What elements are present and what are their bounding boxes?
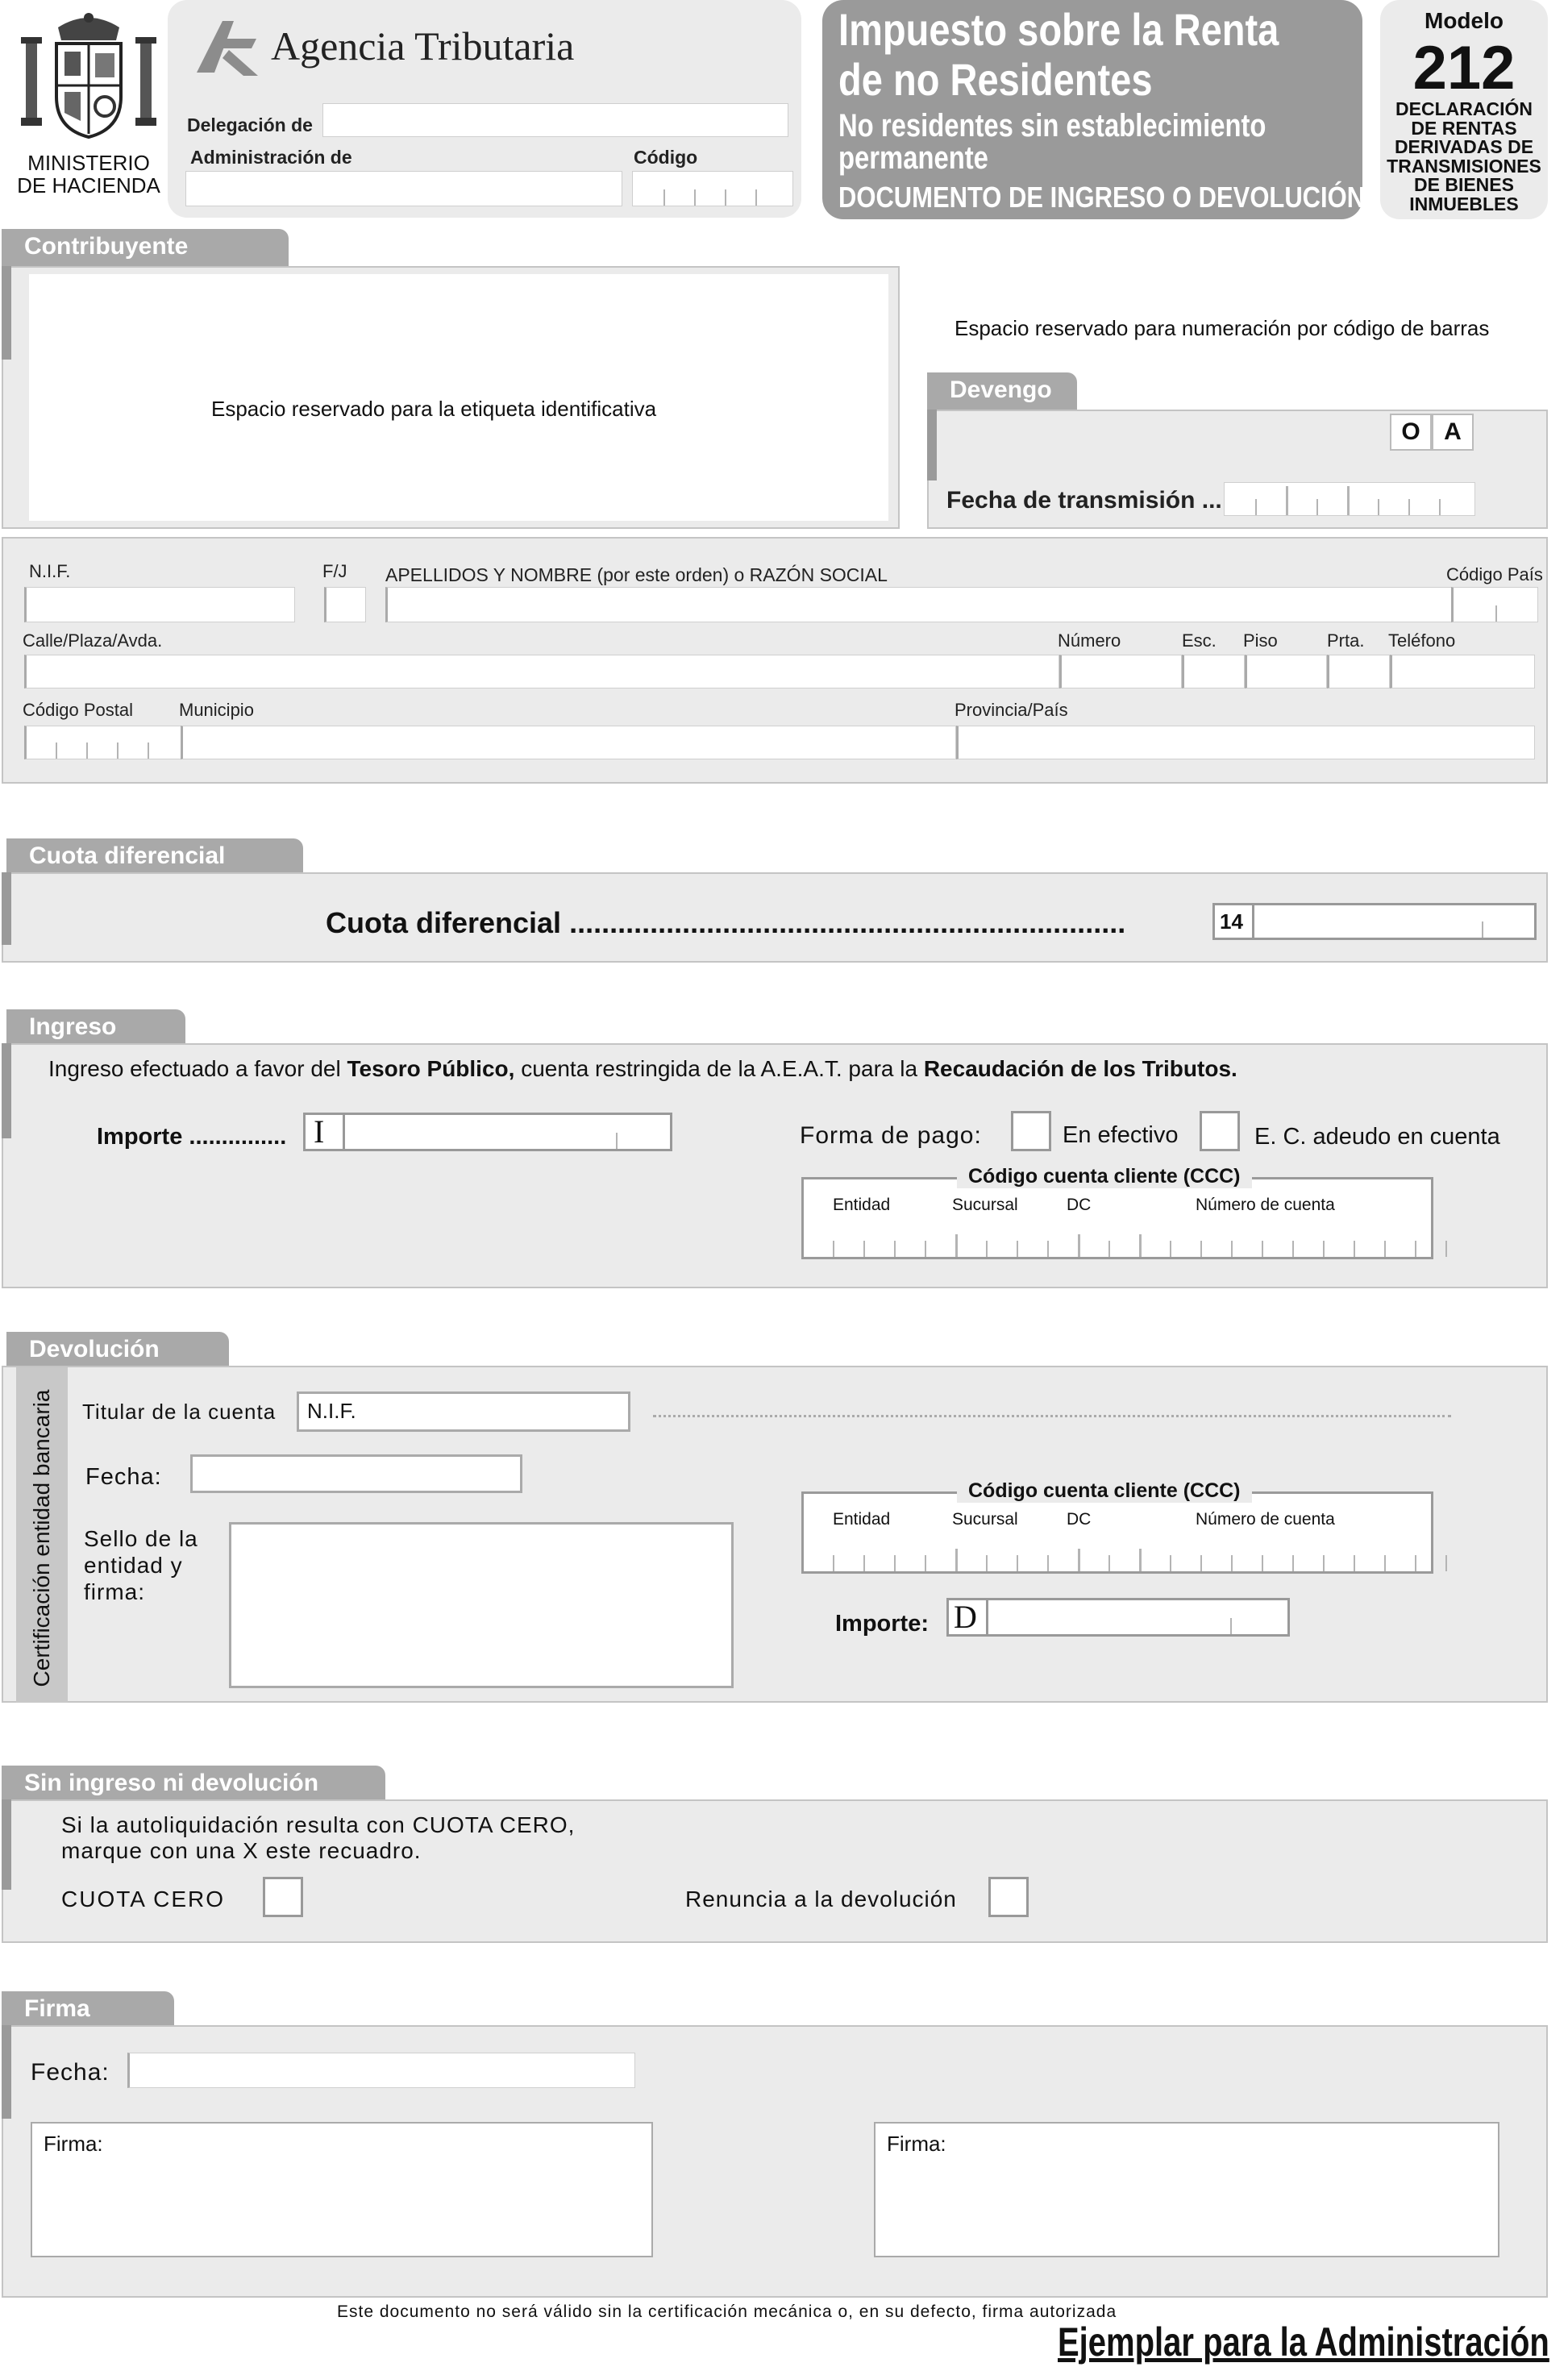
cp-field[interactable]	[24, 726, 182, 759]
sucursal-label: Sucursal	[952, 1196, 1018, 1214]
fj-label: F/J	[322, 561, 347, 581]
ccc-digit-tick	[1415, 1555, 1416, 1571]
ccc-digit-tick	[1200, 1241, 1202, 1257]
title-line5: DOCUMENTO DE INGRESO O DEVOLUCIÓN	[838, 181, 1366, 214]
ccc-digit-tick	[1262, 1555, 1263, 1571]
panel-accent	[2, 2025, 11, 2119]
modelo-number: 212	[1412, 34, 1516, 102]
tab-sin-ingreso: Sin ingreso ni devolución	[2, 1766, 385, 1801]
title-box	[822, 0, 1366, 219]
panel-accent	[927, 410, 937, 480]
devolucion-panel	[2, 1366, 1548, 1703]
title-line4: permanente	[838, 140, 988, 176]
ccc-digit-tick	[986, 1555, 988, 1571]
title-line2: de no Residentes	[838, 54, 1153, 105]
ccc-digit-tick	[1323, 1555, 1325, 1571]
ingreso-text: Ingreso efectuado a favor del Tesoro Público, cuenta restringida de la A.E.A.T. para la Recaudación de los Tributos.	[48, 1056, 1237, 1081]
barcode-space-text: Espacio reservado para numeración por código de barras	[955, 316, 1490, 340]
fecha-transmision-field[interactable]	[1224, 482, 1475, 516]
devolucion-letter-box: D	[946, 1598, 988, 1637]
firma-panel	[2, 2025, 1548, 2298]
certificacion-strip	[16, 1367, 68, 1703]
ccc-digit-tick	[1200, 1555, 1202, 1571]
ccc-digit-tick	[1323, 1241, 1325, 1257]
ingreso-panel	[2, 1043, 1548, 1288]
telefono-label: Teléfono	[1388, 630, 1456, 651]
cuota-cero-instruction-2: marque con una X este recuadro.	[61, 1838, 422, 1863]
devengo-panel	[927, 410, 1548, 529]
ccc-digit-tick	[894, 1241, 896, 1257]
ccc-digit-tick	[1415, 1241, 1416, 1257]
ccc-digit-tick	[1108, 1555, 1110, 1571]
entidad-label: Entidad	[833, 1510, 891, 1529]
numero-cuenta-label: Número de cuenta	[1196, 1510, 1335, 1529]
ccc-digit-tick	[986, 1241, 988, 1257]
modelo-label: Modelo	[1425, 8, 1504, 33]
apellidos-field[interactable]	[385, 587, 1454, 622]
entidad-label: Entidad	[833, 1196, 891, 1214]
modelo-box	[1380, 0, 1548, 219]
ccc-digit-tick	[1262, 1241, 1263, 1257]
ccc-digit-tick	[1017, 1241, 1018, 1257]
ccc-digit-tick	[1170, 1555, 1171, 1571]
renuncia-label: Renuncia a la devolución	[685, 1887, 957, 1911]
codigo-pais-field[interactable]	[1451, 587, 1538, 622]
cuota-cero-label: CUOTA CERO	[61, 1887, 226, 1911]
ccc-digit-tick	[1108, 1241, 1110, 1257]
ccc-digit-tick	[1292, 1555, 1294, 1571]
administracion-field[interactable]	[185, 171, 622, 206]
modelo-description: DECLARACIÓN DE RENTAS DERIVADAS DE TRANSMISIONES DE BIENES INMUEBLES	[1387, 98, 1541, 214]
cuota-label: Cuota diferencial .....................................................................	[326, 906, 1126, 939]
title-line1: Impuesto sobre la Renta	[838, 4, 1279, 55]
dc-label: DC	[1067, 1510, 1092, 1529]
ccc-digit-tick	[1078, 1234, 1080, 1257]
ministry-logo	[8, 8, 169, 202]
ccc-digit-tick	[1139, 1234, 1142, 1257]
agency-box	[168, 0, 801, 218]
cuota-field[interactable]	[1254, 903, 1537, 940]
label-area	[29, 274, 888, 521]
panel-accent	[2, 1799, 11, 1890]
ccc-digit-tick	[1078, 1549, 1080, 1571]
delegacion-field[interactable]	[322, 103, 788, 137]
municipio-field[interactable]	[181, 726, 956, 759]
fecha-transmision-label: Fecha de transmisión ...	[946, 487, 1222, 514]
ministry-name: MINISTERIO DE HACIENDA	[17, 151, 160, 198]
sin-ingreso-panel	[2, 1799, 1548, 1943]
ccc-digit-tick	[833, 1555, 834, 1571]
ccc-digit-tick	[1170, 1241, 1171, 1257]
forma-pago-label: Forma de pago:	[800, 1122, 982, 1149]
firma-2-label: Firma:	[887, 2132, 946, 2156]
fj-field[interactable]	[324, 587, 366, 622]
ccc-digit-tick	[1047, 1241, 1049, 1257]
titular-label: Titular de la cuenta	[82, 1400, 277, 1424]
sello-box[interactable]	[229, 1522, 734, 1688]
cuota-panel	[2, 872, 1548, 963]
prta-label: Prta.	[1327, 630, 1365, 651]
ccc-digit-tick	[1354, 1555, 1355, 1571]
tab-contribuyente: Contribuyente	[2, 229, 289, 266]
codigo-label: Código	[634, 147, 698, 168]
firma-fecha-label: Fecha:	[31, 2059, 110, 2086]
municipio-label: Municipio	[179, 700, 254, 720]
numero-cuenta-label: Número de cuenta	[1196, 1196, 1335, 1214]
cuota-box-number: 14	[1212, 903, 1254, 940]
tab-devengo: Devengo	[927, 372, 1077, 411]
firma-1-label: Firma:	[44, 2132, 103, 2156]
panel-accent	[2, 872, 11, 945]
ccc-digit-tick	[955, 1234, 958, 1257]
apellidos-label: APELLIDOS Y NOMBRE (por este orden) o RAZÓN SOCIAL	[385, 564, 888, 585]
tab-cuota-diferencial: Cuota diferencial	[6, 838, 303, 874]
title-line3: No residentes sin establecimiento	[838, 108, 1266, 144]
ccc-digit-tick	[1047, 1555, 1049, 1571]
devolucion-ccc-box	[801, 1479, 1433, 1574]
numero-field[interactable]	[1059, 655, 1182, 688]
piso-field[interactable]	[1245, 655, 1327, 688]
ccc-digit-tick	[1231, 1555, 1233, 1571]
devolucion-importe-label: Importe:	[835, 1611, 929, 1637]
ccc-digit-tick	[1445, 1241, 1447, 1257]
firma-box-1[interactable]	[31, 2122, 653, 2257]
ccc-caption: Código cuenta cliente (CCC)	[957, 1165, 1252, 1188]
importe-field[interactable]	[345, 1113, 672, 1151]
label-space-text: Espacio reservado para la etiqueta identificativa	[211, 397, 657, 421]
ccc-digit-tick	[863, 1241, 865, 1257]
ccc-digit-tick	[1017, 1555, 1018, 1571]
tab-ingreso: Ingreso	[6, 1009, 185, 1045]
contribuyente-panel	[2, 266, 900, 529]
ccc-digit-tick	[955, 1549, 958, 1571]
adeudo-checkbox[interactable]	[1200, 1111, 1240, 1151]
efectivo-checkbox[interactable]	[1011, 1111, 1051, 1151]
importe-label: Importe ...............	[97, 1124, 287, 1150]
agency-name: Agencia Tributaria	[271, 23, 575, 69]
firma-box-2[interactable]	[874, 2122, 1499, 2257]
delegacion-label: Delegación de	[187, 114, 313, 135]
coat-of-arms-icon	[8, 8, 169, 145]
panel-accent	[2, 1043, 11, 1138]
piso-label: Piso	[1243, 630, 1278, 651]
footer-note: Este documento no será válido sin la certificación mecánica o, en su defecto, firma autorizada	[337, 2303, 1117, 2321]
certificacion-label: Certificación entidad bancaria	[29, 1389, 54, 1687]
ccc-ticks[interactable]	[804, 1549, 1431, 1571]
ccc-digit-tick	[863, 1555, 865, 1571]
devolucion-importe-field[interactable]	[988, 1598, 1290, 1637]
ccc-digit-tick	[1292, 1241, 1294, 1257]
copy-label: Ejemplar para la Administración	[1058, 2319, 1549, 2365]
o-box[interactable]: O	[1390, 414, 1432, 451]
ccc-ticks[interactable]	[804, 1234, 1431, 1257]
ccc-digit-tick	[925, 1555, 926, 1571]
ccc-digit-tick	[1354, 1241, 1355, 1257]
provincia-field[interactable]	[956, 726, 1535, 759]
tab-firma: Firma	[2, 1991, 174, 2027]
ccc-digit-tick	[925, 1241, 926, 1257]
cuota-cero-instruction-1: Si la autoliquidación resulta con CUOTA CERO,	[61, 1812, 576, 1837]
nif-label: N.I.F.	[29, 561, 71, 581]
efectivo-label: En efectivo	[1063, 1122, 1179, 1148]
cp-label: Código Postal	[23, 700, 133, 720]
calle-field[interactable]	[24, 655, 1059, 688]
titular-nif-field[interactable]	[297, 1391, 630, 1432]
titular-nif-label: N.I.F.	[307, 1399, 356, 1423]
prta-field[interactable]	[1327, 655, 1390, 688]
importe-letter-box: I	[303, 1113, 345, 1151]
ccc-digit-tick	[1445, 1555, 1447, 1571]
numero-label: Número	[1058, 630, 1121, 651]
telefono-field[interactable]	[1390, 655, 1535, 688]
agency-logo-icon	[190, 15, 263, 79]
a-box[interactable]: A	[1432, 414, 1474, 451]
ccc-digit-tick	[1384, 1241, 1386, 1257]
ccc-digit-tick	[833, 1241, 834, 1257]
provincia-label: Provincia/País	[955, 700, 1068, 720]
sucursal-label: Sucursal	[952, 1510, 1018, 1529]
tab-devolucion: Devolución	[6, 1332, 229, 1367]
codigo-pais-label: Código País	[1446, 564, 1543, 584]
sello-label: Sello de la entidad y firma:	[84, 1526, 198, 1604]
adeudo-label: E. C. adeudo en cuenta	[1254, 1124, 1500, 1150]
esc-label: Esc.	[1182, 630, 1217, 651]
fecha-field[interactable]	[190, 1454, 522, 1493]
dc-label: DC	[1067, 1196, 1092, 1214]
ccc-digit-tick	[1231, 1241, 1233, 1257]
administracion-label: Administración de	[190, 147, 352, 168]
fecha-label: Fecha:	[85, 1464, 162, 1490]
ccc-caption: Código cuenta cliente (CCC)	[957, 1479, 1252, 1503]
nif-field[interactable]	[24, 587, 295, 622]
ccc-digit-tick	[894, 1555, 896, 1571]
cuota-cero-checkbox[interactable]	[263, 1877, 303, 1917]
ccc-digit-tick	[1384, 1555, 1386, 1571]
ingreso-ccc-box	[801, 1165, 1433, 1259]
calle-label: Calle/Plaza/Avda.	[23, 630, 163, 651]
codigo-field[interactable]	[632, 171, 793, 206]
panel-accent	[2, 266, 11, 360]
ccc-digit-tick	[1139, 1549, 1142, 1571]
renuncia-checkbox[interactable]	[988, 1877, 1029, 1917]
esc-field[interactable]	[1182, 655, 1245, 688]
identification-panel	[2, 537, 1548, 784]
firma-fecha-field[interactable]	[127, 2053, 635, 2088]
titular-dotted-line[interactable]	[653, 1414, 1451, 1417]
